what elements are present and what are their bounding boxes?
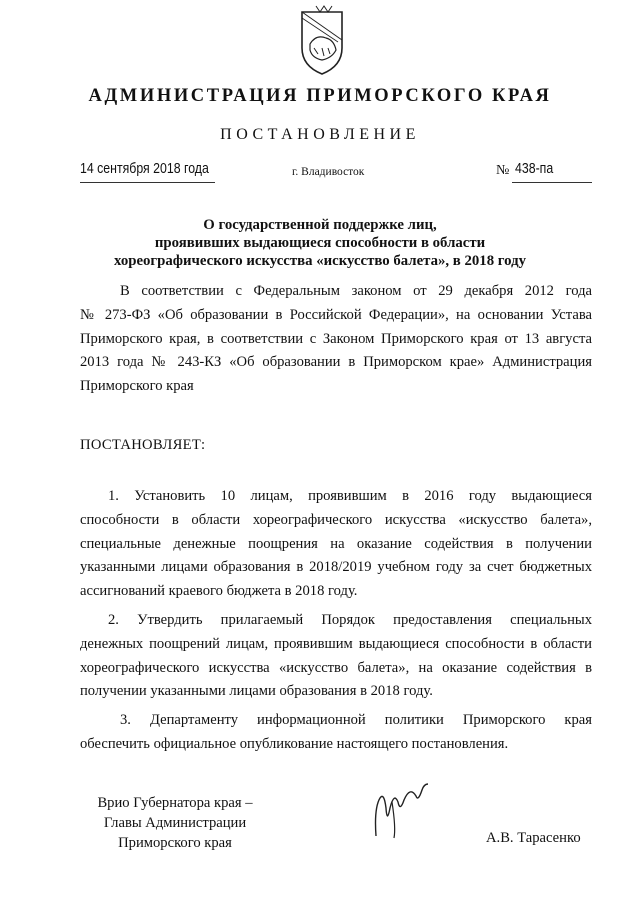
document-number: 438-па xyxy=(515,161,554,177)
paragraph-line: 1. Установить 10 лицам, проявившим в 2016 году выдающиеся xyxy=(108,488,592,504)
title-line: О государственной поддержке лиц, xyxy=(203,217,437,233)
organization-title: АДМИНИСТРАЦИЯ ПРИМОРСКОГО КРАЯ xyxy=(88,86,552,106)
paragraph-line: обеспечить официальное опубликование настоящего постановления. xyxy=(80,735,509,752)
signatory-position xyxy=(80,793,270,853)
paragraph-line: хореографического искусства «искусство балета», на оказание содействия в xyxy=(80,659,592,676)
paragraph-line: № 273-ФЗ «Об образовании в Российской Федерации», на основании Устава xyxy=(80,306,592,323)
position-line: Главы Администрации xyxy=(103,815,247,831)
paragraph-line: 2013 года № 243-КЗ «Об образовании в Приморском крае» Администрация xyxy=(80,354,592,371)
resolves-heading: ПОСТАНОВЛЯЕТ: xyxy=(80,437,206,453)
document-title xyxy=(80,216,560,270)
document-type: ПОСТАНОВЛЕНИЕ xyxy=(220,126,420,143)
signatory-name: А.В. Тарасенко xyxy=(486,830,581,846)
document-city: г. Владивосток xyxy=(292,166,365,178)
date-underline xyxy=(80,182,215,183)
title-line: проявивших выдающиеся способности в области xyxy=(154,235,486,251)
document-date: 14 сентября 2018 года xyxy=(80,161,209,177)
paragraph-line: получении указанными лицами образования в 2018 году. xyxy=(80,683,433,700)
item-2 xyxy=(80,609,592,704)
position-line: Врио Губернатора края – xyxy=(97,795,253,811)
paragraph-line: денежных поощрений лицам, проявившим выдающиеся способности в области xyxy=(80,635,592,652)
item-1 xyxy=(80,485,592,604)
title-line: хореографического искусства «искусство балета», в 2018 году xyxy=(114,253,526,269)
number-label: № xyxy=(496,163,510,178)
paragraph-line: 3. Департаменту информационной политики Приморского края xyxy=(120,712,592,728)
paragraph-line: В соответствии с Федеральным законом от 29 декабря 2012 года xyxy=(120,283,592,299)
handwritten-signature xyxy=(370,778,450,840)
paragraph-line: способности в области хореографического искусства «искусство балета», xyxy=(80,511,592,528)
paragraph-line: указанными лицами образования в 2018/2019 учебном году за счет бюджетных xyxy=(80,559,592,576)
position-line: Приморского края xyxy=(118,835,232,851)
paragraph-line: ассигнований краевого бюджета в 2018 году. xyxy=(80,583,358,600)
item-3 xyxy=(80,709,592,757)
paragraph-line: Приморского края, в соответствии с Законом Приморского края от 13 августа xyxy=(80,330,592,347)
paragraph-line: специальные денежные поощрения на оказание содействия в получении xyxy=(80,535,592,552)
coat-of-arms-emblem xyxy=(296,4,348,78)
paragraph-line: 2. Утвердить прилагаемый Порядок предоставления специальных xyxy=(108,612,592,628)
preamble-paragraph xyxy=(80,280,592,399)
paragraph-line: Приморского края xyxy=(80,378,194,395)
number-underline xyxy=(512,182,592,183)
